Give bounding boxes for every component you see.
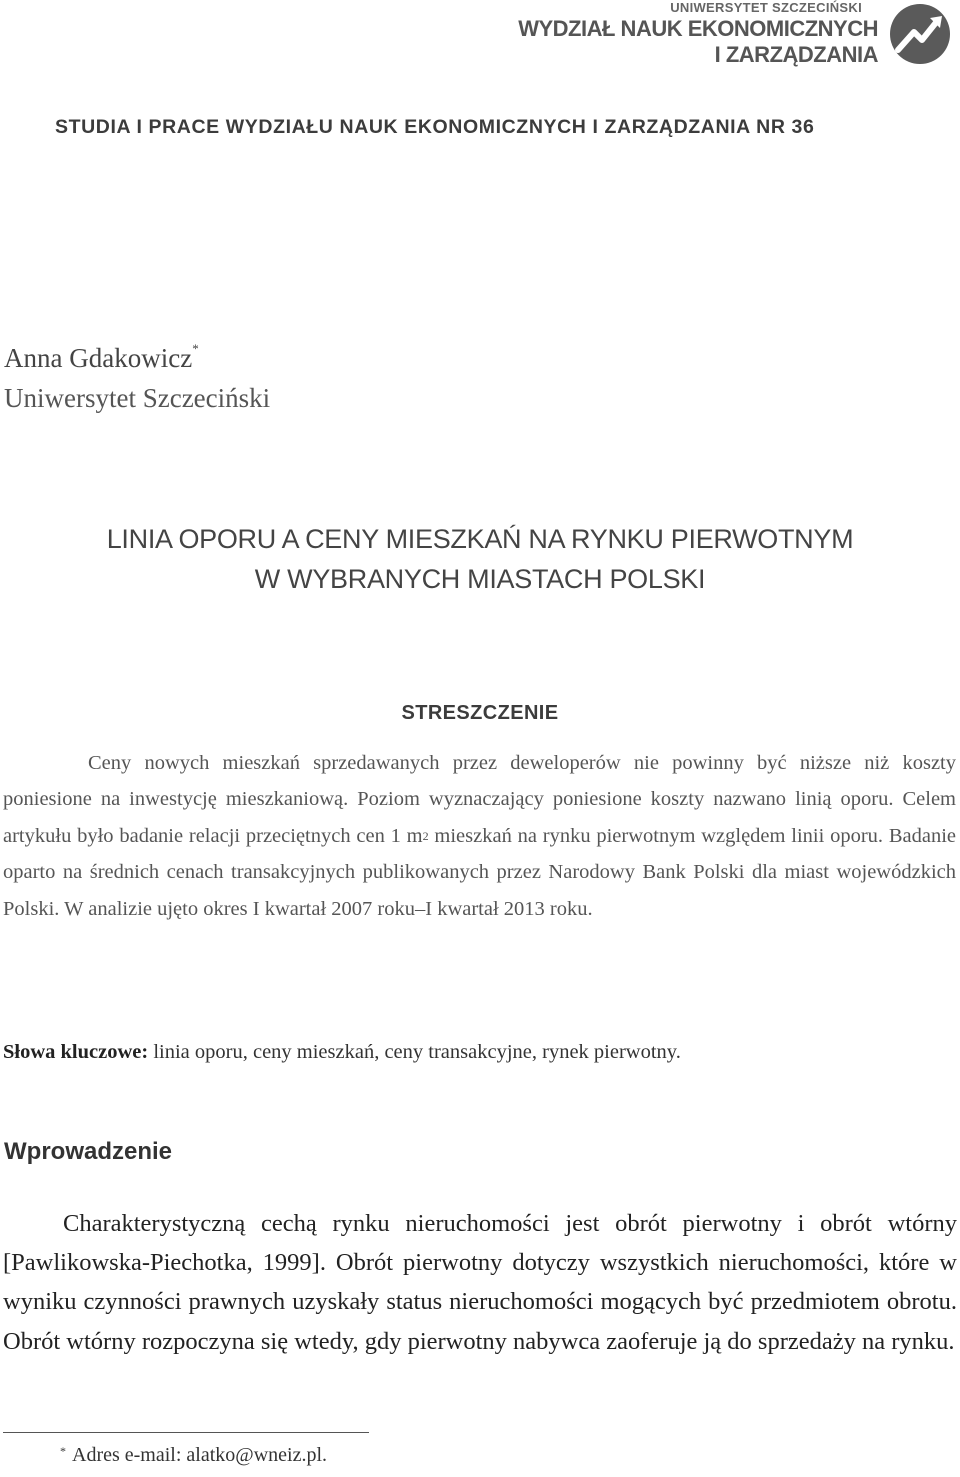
faculty-logo bbox=[514, 0, 954, 72]
journal-series-title: STUDIA I PRACE WYDZIAŁU NAUK EKONOMICZNYCH I ZARZĄDZANIA NR 36 bbox=[55, 116, 815, 138]
footnote bbox=[60, 1444, 327, 1467]
chart-arrow-logo-icon bbox=[886, 2, 954, 66]
keywords-label: Słowa kluczowe: bbox=[3, 1041, 149, 1063]
introduction-body bbox=[3, 1204, 957, 1361]
footnote-divider bbox=[3, 1432, 369, 1433]
author-name-text: Anna Gdakowicz bbox=[4, 343, 193, 373]
abstract-body bbox=[3, 745, 956, 927]
abstract-superscript: 2 bbox=[422, 828, 429, 843]
introduction-paragraph: Charakterystyczną cechą rynku nieruchomości jest obrót pierwotny i obrót wtórny [Pawlikowska-Piechotka, 1999]. Obrót pierwotny dotyczy wszystkich nieruchomości, które w wyniku czynności prawnych uzyskały status nieruchomości mogących być przedmiotem obrotu. Obrót wtórny rozpoczyna się wtedy, gdy pierwotny nabywca zaoferuje ją do sprzedaży na rynku. bbox=[3, 1210, 957, 1355]
logo-department-line1: WYDZIAŁ NAUK EKONOMICZNYCH bbox=[518, 16, 878, 41]
abstract-text-part2: mieszkań na rynku pierwotnym względem linii oporu. Badanie oparto na średnich cenach transakcyjnych publikowanych przez Narodowy Bank Polski dla miast wojewódzkich Polski. W analizie ujęto okres I kwartał 2007 roku–I kwartał 2013 roku. bbox=[3, 824, 956, 920]
logo-university-name: UNIWERSYTET SZCZECIŃSKI bbox=[670, 0, 862, 15]
keywords bbox=[3, 1041, 956, 1064]
abstract-paragraph bbox=[3, 745, 956, 927]
section-heading-introduction: Wprowadzenie bbox=[4, 1138, 173, 1165]
article-title-line1: LINIA OPORU A CENY MIESZKAŃ NA RYNKU PIERWOTNYM bbox=[106, 524, 854, 554]
footnote-text: Adres e-mail: alatko@wneiz.pl. bbox=[72, 1444, 327, 1466]
footnote-marker: * bbox=[60, 1444, 66, 1458]
keywords-text: linia oporu, ceny mieszkań, ceny transakcyjne, rynek pierwotny. bbox=[148, 1041, 681, 1063]
abstract-text-part1: Ceny nowych mieszkań sprzedawanych przez deweloperów nie powinny być niższe niż koszty poniesione na inwestycję mieszkaniową. Poziom wyznaczający poniesione koszty nazwano linią oporu. Celem artykułu było badanie relacji przeciętnych cen 1 m bbox=[3, 752, 956, 847]
author-affiliation: Uniwersytet Szczeciński bbox=[4, 383, 271, 413]
logo-department-line2: I ZARZĄDZANIA bbox=[714, 42, 878, 67]
article-title-line2: W WYBRANYCH MIASTACH POLSKI bbox=[254, 564, 706, 594]
abstract-heading: STRESZCZENIE bbox=[401, 702, 559, 724]
author-name bbox=[4, 343, 199, 374]
author-footnote-marker: * bbox=[192, 341, 199, 356]
